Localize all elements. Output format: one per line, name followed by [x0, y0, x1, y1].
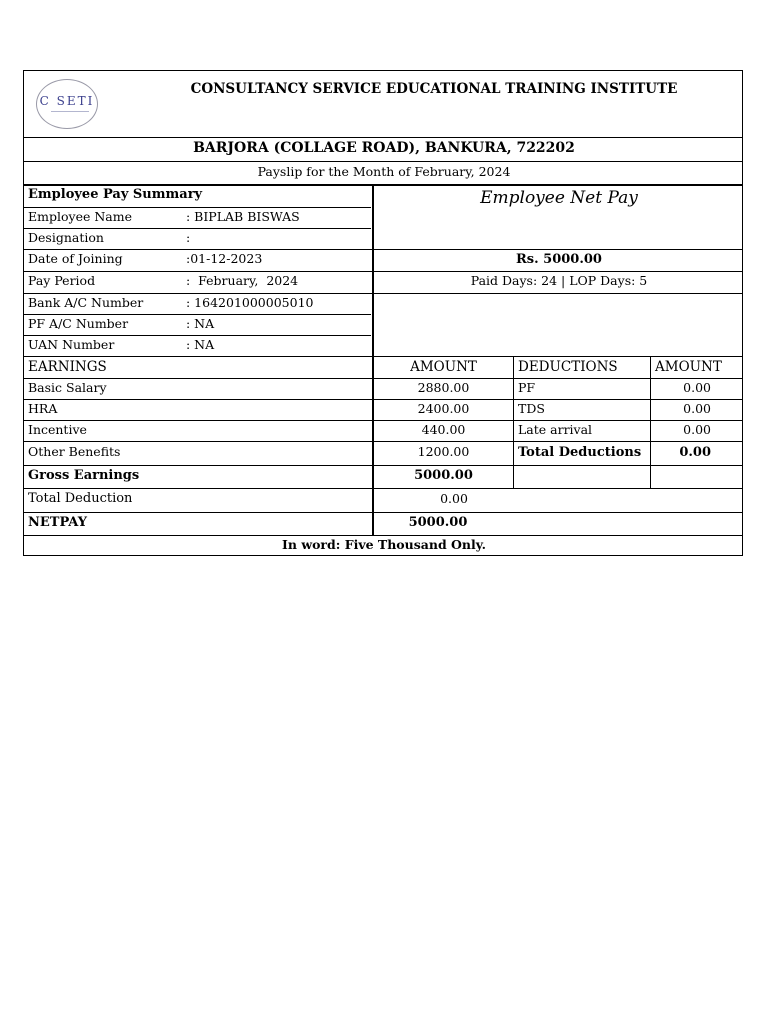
pay-period-label: Pay Period	[28, 273, 96, 288]
deduction-amount: 0.00	[683, 380, 711, 395]
total-deduction-label: Total Deduction	[28, 491, 133, 506]
net-pay-heading: Employee Net Pay	[480, 188, 638, 208]
uan-number-label: UAN Number	[28, 337, 115, 352]
joining-date-value: :01-12-2023	[186, 251, 263, 266]
institute-address: BARJORA (COLLAGE ROAD), BANKURA, 722202	[193, 140, 575, 156]
bank-account-label: Bank A/C Number	[28, 295, 144, 310]
payslip-title: Payslip for the Month of February, 2024	[257, 164, 511, 179]
earnings-heading: EARNINGS	[28, 359, 107, 375]
pf-account-value: : NA	[186, 316, 215, 331]
joining-date-label: Date of Joining	[28, 251, 123, 266]
employee-name-value: : BIPLAB BISWAS	[186, 209, 300, 224]
netpay-amount: 5000.00	[408, 515, 468, 530]
bank-account-value: : 164201000005010	[186, 295, 314, 310]
total-deductions-amount: 0.00	[679, 445, 711, 460]
earning-amount: 2400.00	[417, 401, 470, 416]
total-deductions-label: Total Deductions	[518, 445, 642, 460]
deduction-label: TDS	[518, 401, 545, 416]
pay-period-value: : February, 2024	[186, 273, 299, 288]
deductions-heading: DEDUCTIONS	[518, 359, 618, 375]
gross-earnings-amount: 5000.00	[414, 468, 473, 483]
deduction-amount: 0.00	[683, 401, 711, 416]
net-pay-amount: Rs. 5000.00	[516, 252, 602, 267]
logo-text: C SETI	[39, 94, 95, 108]
deduction-label: PF	[518, 380, 536, 395]
logo-underline	[51, 111, 89, 112]
designation-label: Designation	[28, 230, 104, 245]
gross-earnings-label: Gross Earnings	[28, 468, 140, 483]
payslip	[23, 70, 743, 556]
paid-days-info: Paid Days: 24 | LOP Days: 5	[470, 273, 648, 288]
employee-name-label: Employee Name	[28, 209, 132, 224]
deductions-amount-heading: AMOUNT	[655, 359, 722, 375]
total-deduction-amount: 0.00	[440, 491, 468, 506]
deduction-label: Late arrival	[518, 422, 593, 437]
earning-amount: 440.00	[421, 422, 466, 437]
summary-heading: Employee Pay Summary	[28, 187, 203, 202]
earning-amount: 1200.00	[417, 444, 470, 459]
designation-value: :	[186, 230, 191, 245]
earning-label: Basic Salary	[28, 380, 107, 395]
earning-label: HRA	[28, 401, 58, 416]
earnings-amount-heading: AMOUNT	[410, 359, 477, 375]
earning-amount: 2880.00	[417, 380, 470, 395]
earning-label: Other Benefits	[28, 444, 121, 459]
institute-name: CONSULTANCY SERVICE EDUCATIONAL TRAINING INSTITUTE	[190, 81, 678, 97]
company-logo	[36, 79, 98, 129]
amount-in-words: In word: Five Thousand Only.	[282, 537, 486, 552]
pf-account-label: PF A/C Number	[28, 316, 129, 331]
column-divider	[513, 356, 514, 488]
netpay-label: NETPAY	[28, 515, 88, 530]
deduction-amount: 0.00	[683, 422, 711, 437]
earning-label: Incentive	[28, 422, 87, 437]
uan-number-value: : NA	[186, 337, 215, 352]
